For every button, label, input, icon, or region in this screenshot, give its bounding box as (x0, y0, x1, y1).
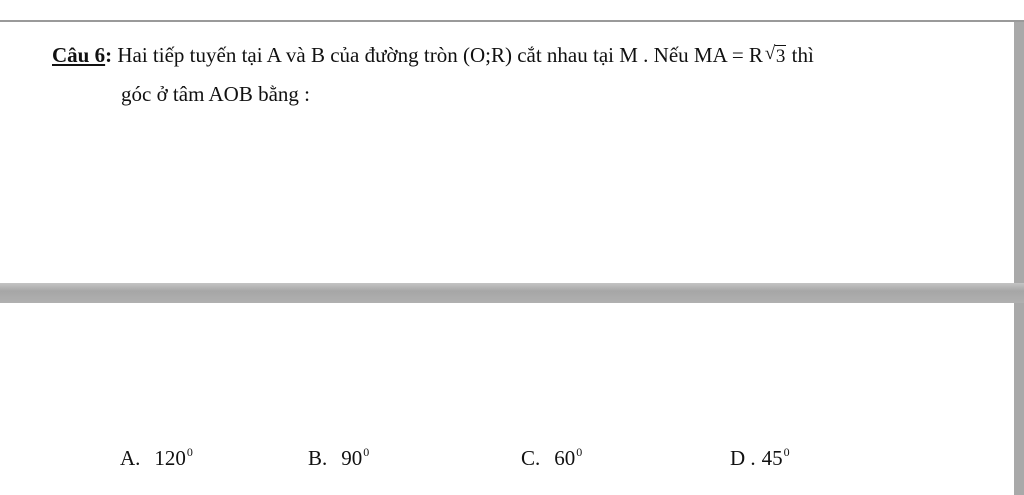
question-text-part2: thì (786, 43, 814, 67)
option-c (521, 445, 582, 471)
viewer-right-gutter (1014, 22, 1024, 495)
degree-superscript: 0 (576, 445, 583, 459)
question-text-part1: Hai tiếp tuyến tại A và B của đường tròn (O;R) cắt nhau tại M . Nếu MA = R (112, 43, 763, 67)
option-b (308, 445, 369, 471)
sqrt-expression (765, 42, 787, 70)
degree-superscript: 0 (363, 445, 370, 459)
question-line-2: góc ở tâm AOB bằng : (121, 82, 310, 106)
question-line-1 (52, 42, 814, 70)
question-label: Câu 6 (52, 43, 106, 67)
document-page-2 (0, 303, 1014, 495)
option-value: 120 (154, 446, 186, 470)
option-letter: A. (120, 446, 141, 470)
document-page-1 (0, 24, 1014, 283)
option-letter: C. (521, 446, 541, 470)
option-letter: B. (308, 446, 328, 470)
option-letter: D . (730, 446, 756, 470)
option-value: 45 (761, 446, 783, 470)
option-value: 60 (554, 446, 576, 470)
option-d (730, 445, 790, 471)
degree-superscript: 0 (783, 445, 790, 459)
sqrt-sign: √ (764, 43, 776, 64)
option-a (120, 445, 193, 471)
degree-superscript: 0 (186, 445, 193, 459)
question-colon: : (105, 43, 113, 67)
option-value: 90 (341, 446, 363, 470)
sqrt-radicand: 3 (775, 46, 786, 67)
answer-options (0, 445, 1014, 475)
viewer-top-edge (0, 0, 1024, 22)
page-separator (0, 283, 1024, 303)
